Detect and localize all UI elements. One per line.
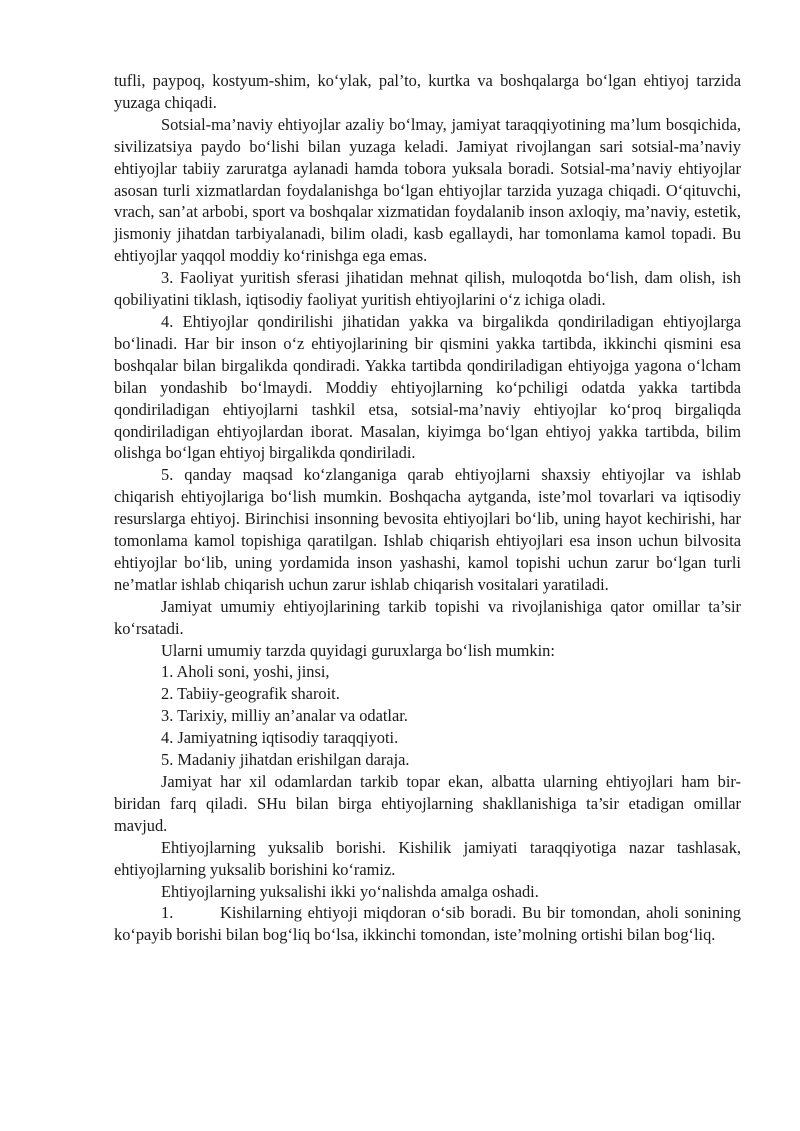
paragraph-needs-growth: Ehtiyojlarning yuksalib borishi. Kishilik jamiyati taraqqiyotiga nazar tashlasak, ehtiyojlarning yuksalib borishini ko‘ramiz. bbox=[114, 837, 741, 879]
paragraph-continuation: tufli, paypoq, kostyum-shim, ko‘ylak, pal’to, kurtka va boshqalarga bo‘lgan ehtiyoj tarzida yuzaga chiqadi. bbox=[114, 71, 741, 112]
list-item: 2. Tabiiy-geografik sharoit. bbox=[161, 684, 340, 704]
body-text bbox=[114, 70, 741, 946]
list-item: 3. Tarixiy, milliy an’analar va odatlar. bbox=[161, 706, 408, 726]
paragraph-activity-sphere: 3. Faoliyat yuritish sferasi jihatidan mehnat qilish, muloqotda bo‘lish, dam olish, ish qobiliyatini tiklash, iqtisodiy faoliyat yuritish ehtiyojlarini o‘z ichiga oladi. bbox=[114, 268, 741, 310]
list-item: 5. Madaniy jihatdan erishilgan daraja. bbox=[161, 750, 410, 770]
list-item: 4. Jamiyatning iqtisodiy taraqqiyoti. bbox=[161, 728, 399, 748]
paragraph-two-directions: Ehtiyojlarning yuksalishi ikki yo‘nalishda amalga oshadi. bbox=[161, 881, 539, 901]
paragraph-factors-intro: Jamiyat umumiy ehtiyojlarining tarkib topishi va rivojlanishiga qator omillar ta’sir ko‘rsatadi. bbox=[114, 596, 741, 638]
paragraph-society-differences: Jamiyat har xil odamlardan tarkib topar ekan, albatta ularning ehtiyojlari ham bir-biridan farq qiladi. SHu bilan birga ehtiyojlarning shakllanishiga ta’sir etadigan omillar mavjud. bbox=[114, 772, 741, 835]
paragraph-purpose: 5. qanday maqsad ko‘zlanganiga qarab ehtiyojlarni shaxsiy ehtiyojlar va ishlab chiqarish ehtiyojlariga bo‘lish mumkin. Boshqacha aytganda, iste’mol tovarlari va iqtisodiy resurslarga ehtiyoj. Birinchisi insonning bevosita ehtiyojlari bo‘lib, uning hayot kechirishi, har tomonlama kamol topishiga qaratilgan. Ishlab chiqarish ehtiyojlari esa inson uchun bilvosita ehtiyojlar bo‘lib, uning yordamida inson yashashi, kamol topishi uchun zarur bo‘lgan turli ne’matlar ishlab chiqarish uchun zarur ishlab chiqarish vositalari yaratiladi. bbox=[114, 465, 741, 594]
paragraph-satisfaction-mode: 4. Ehtiyojlar qondirilishi jihatidan yakka va birgalikda qondiriladigan ehtiyojlarga bo‘linadi. Har bir inson o‘z ehtiyojlarining bir qismini yakka tartibda, ikkinchi qismini esa boshqalar bilan birgalikda qondiradi. Yakka tartibda qondiriladigan ehtiyojga yagona o‘lcham bilan yondashib bo‘lmaydi. Moddiy ehtiyojlarning ko‘pchiligi odatda yakka tartibda qondiriladigan ehtiyojlarni tashkil etsa, sotsial-ma’naviy ehtiyojlar ko‘proq birgaliqda qondiriladigan ehtiyojlardan iborat. Masalan, kiyimga bo‘lgan ehtiyoj yakka tartibda, bilim olishga bo‘lgan ehtiyoj birgalikda qondiriladi. bbox=[114, 311, 741, 463]
item-number: 1. bbox=[161, 903, 174, 923]
list-item: 1. Aholi soni, yoshi, jinsi, bbox=[161, 662, 330, 682]
paragraph-social-spiritual-needs: Sotsial-ma’naviy ehtiyojlar azaliy bo‘lmay, jamiyat taraqqiyotining ma’lum bosqichida, sivilizatsiya paydo bo‘lishi bilan yuzaga keladi. Jamiyat rivojlangan sari sotsial-ma’naviy ehtiyojlar tabiiy zaruratga aylanadi hamda tobora yuksala boradi. Sotsial-ma’naviy ehtiyojlar asosan turli xizmatlardan foydalanishga bo‘lgan ehtiyojlar tarzida yuzaga chiqadi. O‘qituvchi, vrach, san’at arbobi, sport va boshqalar xizmatidan foydalanib inson axloqiy, ma’naviy, estetik, jismoniy jihatdan tarbiyalanadi, bilim oladi, kasb egallaydi, har tomonlama kamol topadi. Bu ehtiyojlar yaqqol moddiy ko‘rinishga ega emas. bbox=[114, 114, 741, 266]
paragraph-groups-intro: Ularni umumiy tarzda quyidagi guruxlarga bo‘lish mumkin: bbox=[161, 640, 555, 660]
numbered-paragraph bbox=[114, 902, 741, 946]
item-text: Kishilarning ehtiyoji miqdoran o‘sib boradi. Bu bir tomondan, aholi sonining ko‘payib borishi bilan bog‘liq bo‘lsa, ikkinchi tomondan, iste’molning ortishi bilan bog‘liq. bbox=[114, 903, 741, 945]
